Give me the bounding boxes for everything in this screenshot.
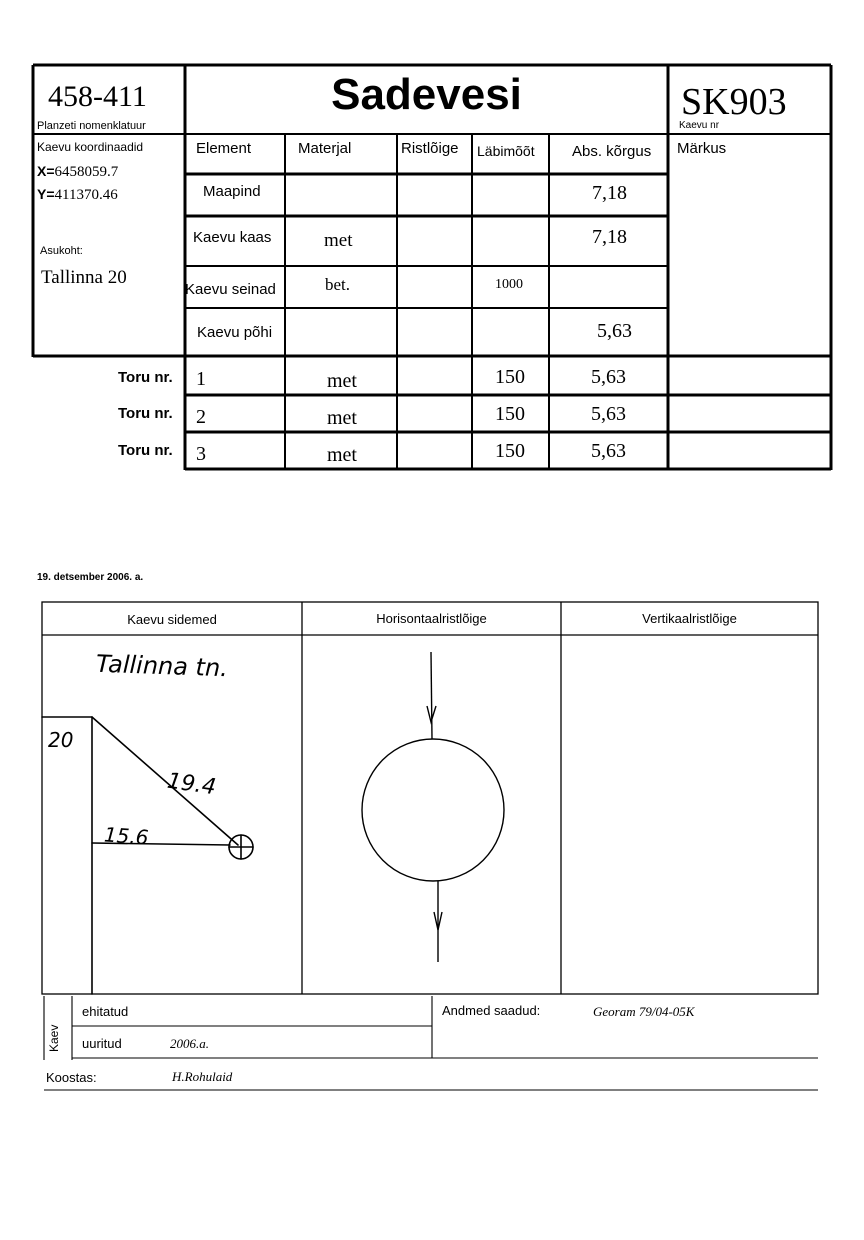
row-material: bet. bbox=[325, 275, 351, 294]
compiled-label: Koostas: bbox=[46, 1070, 97, 1085]
sketch-header-vertical: Vertikaalristlõige bbox=[642, 611, 737, 626]
header-diameter: Läbimõõt bbox=[477, 143, 535, 159]
pipe-diameter: 150 bbox=[495, 440, 525, 462]
surveyed-value: 2006.a. bbox=[170, 1036, 209, 1051]
data-source-value: Georam 79/04-05K bbox=[593, 1004, 695, 1019]
x-coordinate bbox=[37, 163, 118, 181]
pipe-label: Toru nr. bbox=[118, 369, 173, 386]
pipe-diameter: 150 bbox=[495, 366, 525, 388]
y-label: Y= bbox=[37, 186, 55, 202]
pipe-label: Toru nr. bbox=[118, 405, 173, 422]
page-title: Sadevesi bbox=[331, 70, 522, 119]
row-element: Maapind bbox=[203, 183, 261, 200]
x-value: 6458059.7 bbox=[54, 164, 119, 180]
header-element: Element bbox=[196, 140, 252, 157]
well-number-label: Kaevu nr bbox=[679, 120, 720, 131]
pipe-material: met bbox=[327, 444, 357, 466]
horizontal-section-drawing bbox=[362, 652, 504, 962]
well-number: SK903 bbox=[681, 81, 787, 123]
pipe-material: met bbox=[327, 370, 357, 392]
built-label: ehitatud bbox=[82, 1004, 129, 1019]
pipe-number: 1 bbox=[196, 368, 206, 390]
row-material: met bbox=[324, 230, 353, 251]
compiled-value: H.Rohulaid bbox=[172, 1069, 233, 1084]
sketch-distance-horizontal: 15.6 bbox=[103, 822, 150, 850]
pipe-number: 2 bbox=[196, 406, 206, 428]
row-abs-height: 7,18 bbox=[592, 226, 627, 248]
coords-label: Kaevu koordinaadid bbox=[37, 140, 144, 154]
row-element: Kaevu seinad bbox=[185, 281, 276, 298]
location-label: Asukoht: bbox=[40, 245, 83, 257]
pipe-abs-height: 5,63 bbox=[591, 440, 626, 462]
header-abs-height: Abs. kõrgus bbox=[572, 143, 652, 160]
nomenclature-label: Planzeti nomenklatuur bbox=[37, 120, 146, 132]
header-cross-section: Ristlõige bbox=[401, 140, 459, 157]
sketch-house-number: 20 bbox=[48, 728, 74, 752]
sketch-header-horizontal: Horisontaalristlõige bbox=[376, 611, 487, 626]
footer-side-label: Kaev bbox=[47, 1024, 61, 1052]
row-element: Kaevu kaas bbox=[193, 229, 272, 246]
nomenclature-value: 458-411 bbox=[48, 80, 147, 113]
row-diameter: 1000 bbox=[495, 277, 523, 292]
y-coordinate bbox=[37, 186, 118, 204]
pipe-diameter: 150 bbox=[495, 403, 525, 425]
x-label: X= bbox=[37, 163, 55, 179]
surveyed-label: uuritud bbox=[82, 1036, 122, 1051]
pipe-abs-height: 5,63 bbox=[591, 403, 626, 425]
row-element: Kaevu põhi bbox=[197, 324, 273, 341]
row-abs-height: 7,18 bbox=[592, 182, 627, 204]
sketch-street-label: Tallinna tn. bbox=[95, 649, 229, 683]
pipe-material: met bbox=[327, 407, 357, 429]
sketch-links-drawing bbox=[42, 717, 253, 994]
header-remarks: Märkus bbox=[677, 140, 727, 157]
document-date: 19. detsember 2006. a. bbox=[37, 572, 144, 583]
pipe-label: Toru nr. bbox=[118, 442, 173, 459]
location-value: Tallinna 20 bbox=[41, 267, 127, 288]
sketch-distance-diagonal: 19.4 bbox=[165, 768, 218, 801]
data-source-label: Andmed saadud: bbox=[442, 1003, 541, 1018]
pipe-number: 3 bbox=[196, 443, 206, 465]
pipe-abs-height: 5,63 bbox=[591, 366, 626, 388]
sketch-header-links: Kaevu sidemed bbox=[127, 612, 217, 627]
y-value: 411370.46 bbox=[54, 187, 118, 203]
row-abs-height: 5,63 bbox=[597, 320, 632, 342]
header-material: Materjal bbox=[298, 140, 352, 157]
